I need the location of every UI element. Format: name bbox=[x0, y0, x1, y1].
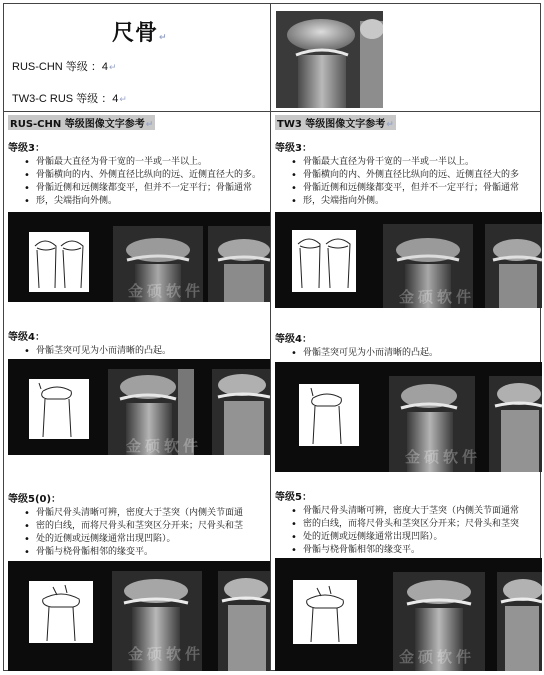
list-item: • 骨骺与桡骨骺相邻的缘变平。 bbox=[24, 546, 243, 559]
list-item-continuation: • 处的近侧或远侧缘通常出现凹陷）。 bbox=[291, 531, 519, 544]
grade-5-sketch bbox=[29, 581, 93, 643]
list-item: • 骨骺与桡骨骺相邻的缘变平。 bbox=[291, 544, 519, 557]
list-item: • 骨骺近侧和远侧缘都变平，但并不一定平行；骨骺通常 bbox=[291, 182, 519, 195]
page-title: 尺骨↵ bbox=[112, 21, 168, 46]
watermark: 金硕软件 bbox=[405, 448, 482, 466]
list-item: • 骨骺横向的内、外侧直径比纵向的远、近侧直径大的多 bbox=[291, 169, 519, 182]
grade-4-text bbox=[24, 345, 171, 358]
list-item-continuation: • 形，尖端指向外侧。 bbox=[291, 195, 519, 208]
grade-4-xray-2 bbox=[212, 369, 270, 455]
tw3-grade-3-text bbox=[291, 156, 519, 208]
watermark: 金硕软件 bbox=[399, 648, 476, 666]
tw3-grade-5-text bbox=[291, 505, 519, 557]
grade-3-sketch bbox=[29, 232, 89, 292]
grade-3-image-strip bbox=[8, 212, 270, 302]
grade-5-label: 等级5(0)： bbox=[8, 494, 62, 505]
watermark: 金硕软件 bbox=[126, 437, 203, 455]
tw3-grade-3-xray-2 bbox=[485, 224, 542, 308]
list-item: • 骨骺最大直径为骨干宽的一半或一半以上。 bbox=[24, 156, 261, 169]
grade-4-sketch bbox=[29, 379, 89, 439]
grade-5-text bbox=[24, 507, 243, 559]
list-item: • 骨骺茎突可见为小而清晰的凸起。 bbox=[24, 345, 171, 358]
list-item: • 骨骺横向的内、外侧直径比纵向的远、近侧直径大的多。 bbox=[24, 169, 261, 182]
list-item: • 骨骺尺骨头清晰可辨，密度大于茎突（内侧关节面通常 bbox=[291, 505, 519, 518]
tw3-grade-4-sketch bbox=[299, 384, 359, 446]
list-item-continuation: • 密的白线，而将尺骨头和茎突区分开来；尺骨头和茎突 bbox=[291, 518, 519, 531]
tw3-column bbox=[271, 112, 542, 671]
list-item: • 骨骺茎突可见为小而清晰的凸起。 bbox=[291, 347, 438, 360]
list-item: • 骨骺尺骨头清晰可辨，密度大于茎突（内侧关节面通 bbox=[24, 507, 243, 520]
tw3-grade-4-label: 等级4： bbox=[275, 334, 312, 345]
tw3-grade-3-sketch bbox=[292, 230, 356, 292]
list-item: • 骨骺最大直径为骨干宽的一半或一半以上。 bbox=[291, 156, 519, 169]
tw3-grade-5-sketch bbox=[293, 580, 357, 644]
list-item: • 骨骺近侧和远侧缘都变平，但并不一定平行；骨骺通常 bbox=[24, 182, 261, 195]
rus-chn-heading: RUS-CHN 等级图像文字参考↵ bbox=[8, 115, 155, 130]
tw3-grade-4-xray-2 bbox=[489, 376, 542, 472]
tw3-grade-4-image-strip bbox=[275, 362, 542, 472]
tw3-grade: TW3-C RUS 等级 ：4↵ bbox=[12, 93, 127, 105]
tw3-grade-3-label: 等级3： bbox=[275, 143, 312, 154]
grade-3-label: 等级3： bbox=[8, 143, 45, 154]
list-item-continuation: • 形，尖端指向外侧。 bbox=[24, 195, 261, 208]
grade-4-image-strip bbox=[8, 359, 270, 455]
tw3-heading: TW3 等级图像文字参考↵ bbox=[275, 115, 396, 130]
watermark: 金硕软件 bbox=[399, 288, 476, 306]
grade-5-image-strip bbox=[8, 561, 270, 671]
ulna-xray-thumbnail bbox=[276, 11, 383, 108]
tw3-grade-3-image-strip bbox=[275, 212, 542, 308]
grade-4-label: 等级4： bbox=[8, 332, 45, 343]
rus-chn-grade: RUS-CHN 等级 ：4↵ bbox=[12, 61, 117, 73]
grade-3-xray-2 bbox=[208, 226, 270, 302]
tw3-grade-5-label: 等级5： bbox=[275, 492, 312, 503]
watermark: 金硕软件 bbox=[128, 282, 205, 300]
tw3-grade-5-xray-2 bbox=[497, 572, 542, 671]
list-item-continuation: • 处的近侧或远侧缘通常出现凹陷）。 bbox=[24, 533, 243, 546]
tw3-grade-4-text bbox=[291, 347, 438, 360]
document-page bbox=[3, 3, 541, 671]
grade-5-xray-2 bbox=[218, 571, 270, 671]
watermark: 金硕软件 bbox=[128, 645, 205, 663]
list-item-continuation: • 密的白线，而将尺骨头和茎突区分开来；尺骨头和茎 bbox=[24, 520, 243, 533]
tw3-grade-5-image-strip bbox=[275, 558, 542, 671]
grade-3-text bbox=[24, 156, 261, 208]
rus-chn-column bbox=[4, 112, 270, 671]
